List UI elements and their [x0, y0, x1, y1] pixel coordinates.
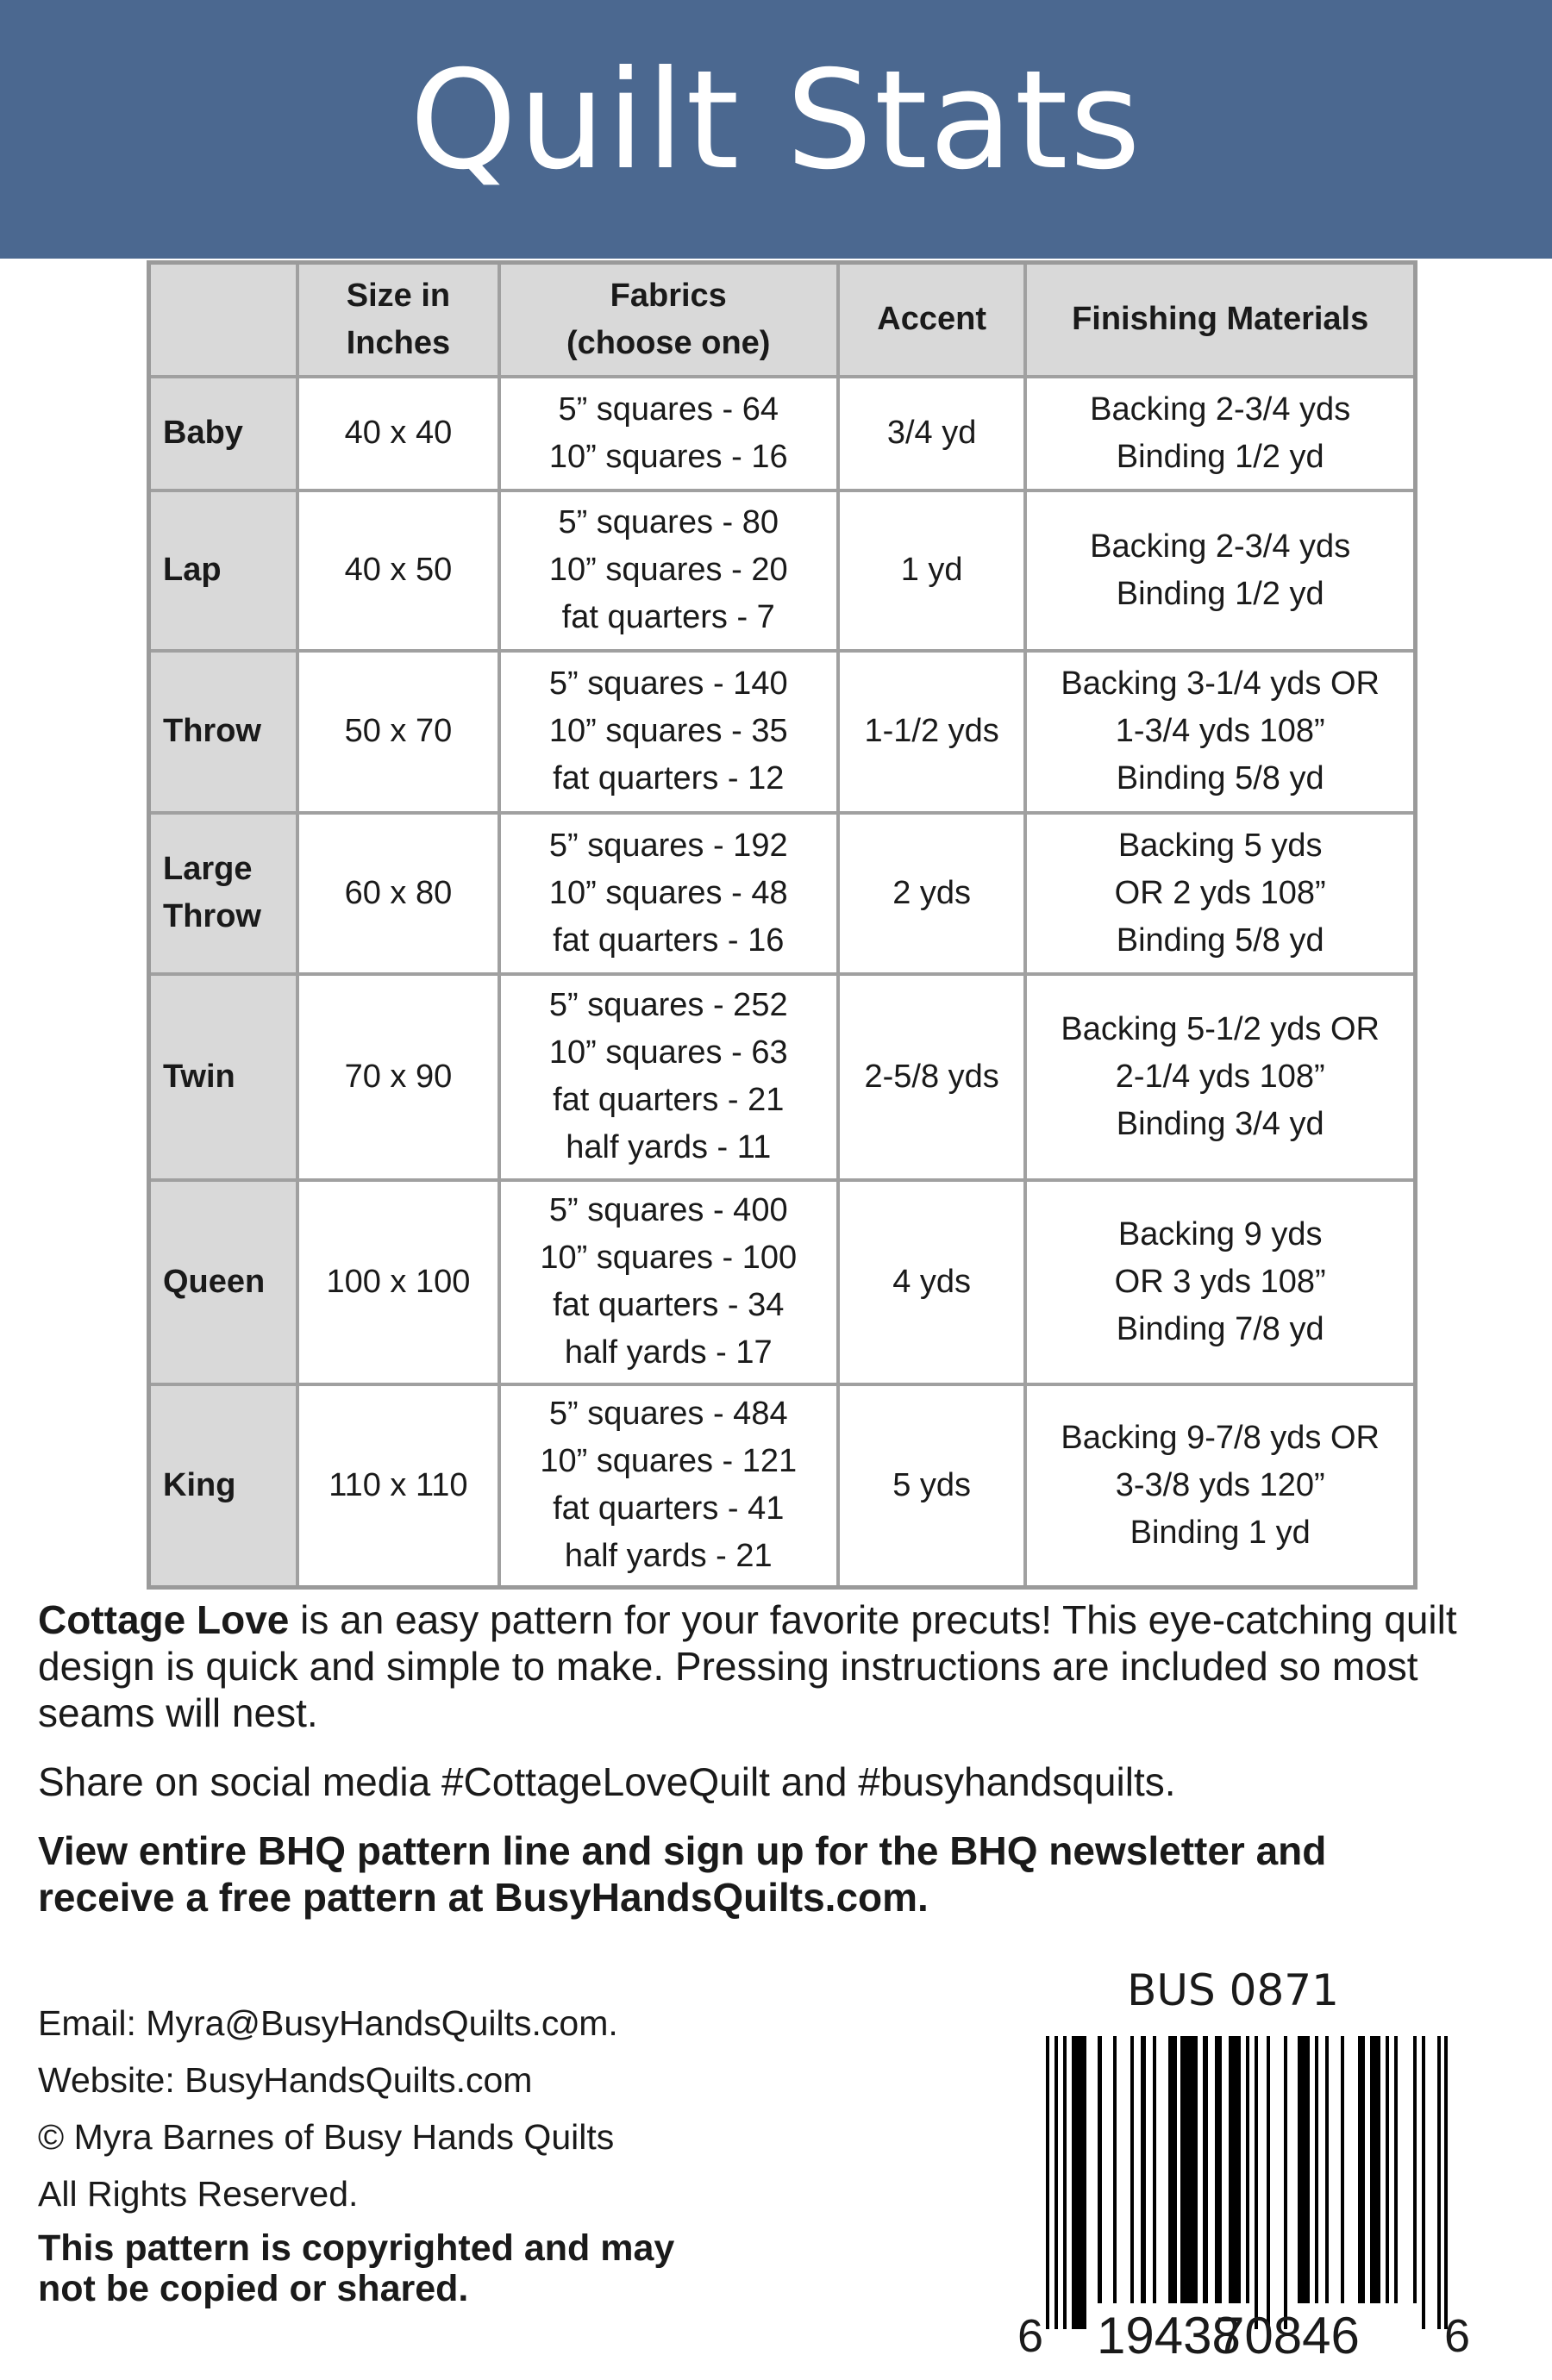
fabrics-cell-line: fat quarters - 34 — [553, 1287, 785, 1323]
notice-line: not be copied or shared. — [38, 2268, 469, 2309]
finishing-cell-line: Binding 5/8 yd — [1116, 921, 1324, 959]
barcode-bar — [1246, 2036, 1249, 2303]
finishing-cell — [1025, 974, 1415, 1180]
accent-cell: 4 yds — [838, 1180, 1025, 1384]
size-name-line: Throw — [163, 898, 261, 934]
barcode-bar — [1168, 2036, 1177, 2303]
column-header — [838, 263, 1025, 377]
table-row — [149, 377, 1416, 490]
barcode-bar — [1098, 2036, 1102, 2303]
barcode-bar — [1394, 2036, 1398, 2303]
fabrics-cell-line: half yards - 11 — [566, 1129, 772, 1165]
accent-cell: 2-5/8 yds — [838, 974, 1025, 1180]
accent-cell: 5 yds — [838, 1384, 1025, 1588]
finishing-cell-line: Backing 5 yds — [1117, 827, 1323, 864]
table-header-row — [149, 263, 1416, 377]
barcode-bar — [1444, 2036, 1448, 2329]
fabrics-cell-line: fat quarters - 12 — [553, 760, 785, 796]
size-name-line: King — [163, 1466, 236, 1503]
size-name — [149, 490, 298, 651]
size-name-line: Throw — [163, 713, 261, 749]
fabrics-cell-line: fat quarters - 21 — [553, 1082, 785, 1118]
social-text: Share on social media #CottageLoveQuilt and #busyhandsquilts. — [38, 1759, 1176, 1804]
barcode-bar — [1113, 2036, 1117, 2303]
barcode-bar — [1180, 2036, 1198, 2303]
copyright: © Myra Barnes of Busy Hands Quilts — [38, 2117, 615, 2157]
table-row — [149, 490, 1416, 651]
fabrics-cell-line: 10” squares - 48 — [548, 874, 788, 911]
barcode-digit-first: 6 — [1017, 2310, 1044, 2362]
finishing-cell-line: 3-3/8 yds 120” — [1115, 1466, 1325, 1503]
column-header — [297, 263, 498, 377]
copyright-notice — [38, 2228, 674, 2309]
fabrics-cell — [499, 974, 838, 1180]
fabrics-cell-line: 5” squares - 192 — [548, 827, 788, 864]
column-header — [1025, 263, 1415, 377]
fabrics-cell — [499, 1180, 838, 1384]
table-row — [149, 1384, 1416, 1588]
accent-cell: 3/4 yd — [838, 377, 1025, 490]
barcode-bar — [1063, 2036, 1067, 2329]
barcode-bar — [1370, 2036, 1380, 2303]
description-text: is an easy pattern for your favorite precuts! This eye-catching quilt design is quick and simple to make. Pressing instructions are included so most seams will nest. — [38, 1597, 1457, 1735]
header-label: Accent — [877, 301, 986, 338]
notice-line: This pattern is copyrighted and may — [38, 2227, 675, 2269]
finishing-cell-line: OR 2 yds 108” — [1114, 874, 1326, 911]
barcode-bar — [1203, 2036, 1208, 2303]
barcode-bar — [1130, 2036, 1134, 2303]
fabrics-cell-line: 5” squares - 484 — [548, 1396, 788, 1433]
accent-cell: 1-1/2 yds — [838, 651, 1025, 813]
header-label: Fabrics — [610, 277, 727, 314]
table-row — [149, 1180, 1416, 1384]
size-inches: 100 x 100 — [297, 1180, 498, 1384]
finishing-cell-line: 1-3/4 yds 108” — [1115, 713, 1325, 749]
fabrics-cell — [499, 377, 838, 490]
fabrics-cell-line: 5” squares - 400 — [548, 1192, 788, 1228]
fabrics-cell-line: 10” squares - 16 — [548, 438, 788, 475]
page-title: Quilt Stats — [410, 41, 1142, 200]
size-name — [149, 974, 298, 1180]
header-label: Finishing Materials — [1072, 301, 1369, 338]
fabrics-cell-line: half yards - 17 — [564, 1334, 773, 1371]
barcode-bar — [1215, 2036, 1222, 2303]
finishing-cell — [1025, 813, 1415, 974]
finishing-cell-line: Backing 5-1/2 yds OR — [1061, 1010, 1380, 1047]
barcode-bar — [1413, 2036, 1417, 2303]
barcode-bar — [1422, 2036, 1425, 2329]
barcode-digits-right: 70846 — [1216, 2307, 1360, 2364]
header-label: Size in — [346, 277, 451, 314]
fabrics-cell — [499, 1384, 838, 1588]
fabrics-cell-line: 10” squares - 121 — [540, 1443, 798, 1480]
table-row — [149, 651, 1416, 813]
barcode-bar — [1298, 2036, 1310, 2303]
accent-cell: 1 yd — [838, 490, 1025, 651]
barcode-bar — [1386, 2036, 1389, 2303]
finishing-cell-line: Binding 3/4 yd — [1116, 1105, 1324, 1142]
finishing-cell — [1025, 1180, 1415, 1384]
pattern-name: Cottage Love — [38, 1597, 290, 1642]
size-name-line: Lap — [163, 552, 222, 588]
fabrics-cell-line: 5” squares - 80 — [558, 504, 779, 540]
fabrics-cell-line: 10” squares - 63 — [548, 1034, 788, 1071]
finishing-cell-line: Binding 1/2 yd — [1116, 438, 1324, 475]
size-name-line: Twin — [163, 1058, 235, 1095]
size-inches: 60 x 80 — [297, 813, 498, 974]
description-paragraph — [38, 1596, 1504, 1736]
finishing-cell-line: Binding 5/8 yd — [1116, 760, 1324, 796]
size-name-line: Queen — [163, 1263, 266, 1300]
barcode-bar — [1325, 2036, 1329, 2303]
contact-email: Email: Myra@BusyHandsQuilts.com. — [38, 2003, 618, 2043]
fabrics-cell-line: half yards - 21 — [564, 1538, 773, 1575]
size-name — [149, 377, 298, 490]
barcode-bar — [1255, 2036, 1258, 2329]
header-label: Inches — [346, 324, 451, 361]
fabrics-cell-line: 10” squares - 35 — [548, 713, 788, 749]
barcode-digits-left: 19438 — [1097, 2307, 1241, 2364]
barcode-bar — [1315, 2036, 1318, 2303]
fabrics-cell-line: 10” squares - 100 — [540, 1240, 798, 1276]
finishing-cell-line: Binding 7/8 yd — [1116, 1310, 1324, 1347]
column-header — [499, 263, 838, 377]
barcode-bar — [1072, 2036, 1086, 2329]
finishing-cell — [1025, 377, 1415, 490]
fabrics-cell-line: 5” squares - 64 — [558, 390, 779, 428]
size-name-line: Large — [163, 851, 253, 887]
size-inches: 70 x 90 — [297, 974, 498, 1180]
fabrics-cell-line: fat quarters - 16 — [553, 921, 785, 959]
fabrics-cell-line: 5” squares - 140 — [548, 665, 788, 702]
finishing-cell-line: Backing 2-3/4 yds — [1090, 528, 1351, 565]
size-inches: 50 x 70 — [297, 651, 498, 813]
header-label: (choose one) — [566, 324, 771, 361]
product-sku: BUS 0871 — [1127, 1965, 1339, 2015]
size-name — [149, 651, 298, 813]
barcode-bar — [1437, 2036, 1441, 2329]
barcode-bar — [1267, 2036, 1270, 2329]
size-inches: 40 x 50 — [297, 490, 498, 651]
barcode — [1046, 2036, 1442, 2329]
finishing-cell-line: 2-1/4 yds 108” — [1115, 1058, 1325, 1095]
table-row — [149, 813, 1416, 974]
barcode-bar — [1046, 2036, 1049, 2329]
fabrics-cell — [499, 813, 838, 974]
fabrics-cell — [499, 651, 838, 813]
table-row — [149, 974, 1416, 1180]
barcode-bar — [1141, 2036, 1146, 2303]
accent-cell: 2 yds — [838, 813, 1025, 974]
size-name — [149, 813, 298, 974]
header-banner — [0, 0, 1552, 259]
barcode-bar — [1153, 2036, 1156, 2303]
finishing-cell — [1025, 651, 1415, 813]
fabrics-cell-line: fat quarters - 41 — [553, 1490, 785, 1527]
size-name — [149, 1180, 298, 1384]
size-inches: 110 x 110 — [297, 1384, 498, 1588]
finishing-cell-line: Backing 9 yds — [1117, 1215, 1323, 1252]
fabrics-cell-line: 5” squares - 252 — [548, 987, 788, 1023]
finishing-cell-line: Backing 9-7/8 yds OR — [1061, 1419, 1380, 1456]
finishing-cell — [1025, 1384, 1415, 1588]
barcode-bar — [1341, 2036, 1344, 2303]
fabrics-cell — [499, 490, 838, 651]
finishing-cell-line: Backing 2-3/4 yds — [1090, 390, 1351, 428]
finishing-cell-line: Binding 1/2 yd — [1116, 575, 1324, 612]
quilt-stats-table — [147, 260, 1417, 1590]
column-header — [149, 263, 298, 377]
size-inches: 40 x 40 — [297, 377, 498, 490]
fabrics-cell-line: fat quarters - 7 — [561, 599, 775, 635]
size-name — [149, 1384, 298, 1588]
contact-website: Website: BusyHandsQuilts.com — [38, 2060, 533, 2100]
barcode-bar — [1229, 2036, 1241, 2303]
barcode-bar — [1284, 2036, 1287, 2329]
finishing-cell-line: Backing 3-1/4 yds OR — [1061, 665, 1380, 702]
size-name-line: Baby — [163, 415, 243, 451]
barcode-bar — [1358, 2036, 1365, 2303]
finishing-cell-line: Binding 1 yd — [1130, 1514, 1311, 1551]
fabrics-cell-line: 10” squares - 20 — [548, 552, 788, 588]
rights-reserved: All Rights Reserved. — [38, 2174, 359, 2214]
finishing-cell — [1025, 490, 1415, 651]
newsletter-cta: View entire BHQ pattern line and sign up for the BHQ newsletter and receive a free pattern at BusyHandsQuilts.com. — [38, 1828, 1327, 1920]
barcode-digit-last: 6 — [1444, 2310, 1471, 2362]
barcode-bar — [1054, 2036, 1058, 2329]
finishing-cell-line: OR 3 yds 108” — [1114, 1263, 1326, 1300]
